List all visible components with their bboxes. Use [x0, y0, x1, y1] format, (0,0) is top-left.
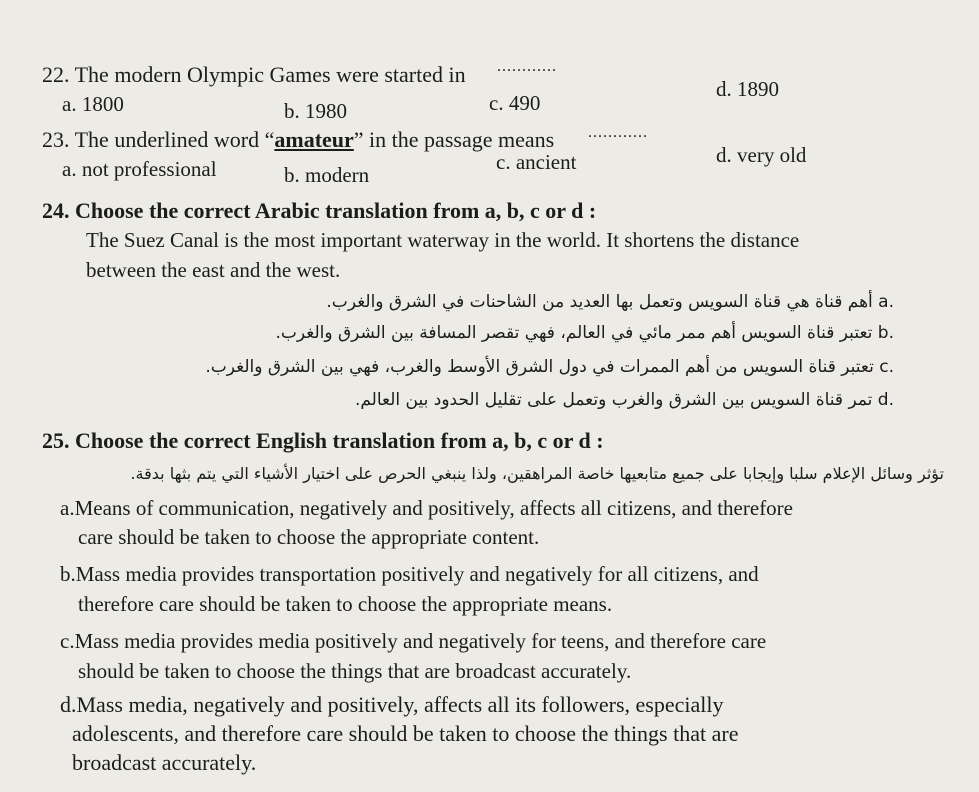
- option-letter: a.: [62, 92, 77, 116]
- q25-option-b[interactable]: [60, 562, 920, 617]
- q22-option-b[interactable]: [284, 99, 347, 124]
- q24-option-d[interactable]: [355, 390, 894, 410]
- option-text: تعتبر قناة السويس من أهم الممرات في دول الشرق الأوسط والغرب، فهي بين الشرق والغرب.: [205, 357, 874, 377]
- option-letter: b.: [284, 163, 300, 187]
- q23-stem-before: The underlined word “: [74, 127, 275, 152]
- q23-option-a[interactable]: [62, 157, 217, 182]
- q25-heading: 25. Choose the correct English translation from a, b, c or d :: [42, 428, 604, 453]
- q24-passage-line-2: between the east and the west.: [86, 258, 341, 282]
- option-line: adolescents, and therefore care should be taken to choose the things that are: [72, 721, 739, 746]
- q24-option-b[interactable]: [275, 323, 894, 343]
- option-letter: d.: [716, 77, 732, 101]
- q22-option-c[interactable]: [489, 91, 540, 116]
- option-text: أهم قناة هي قناة السويس وتعمل بها العديد من الشاحنات في الشرق والغرب.: [326, 292, 873, 312]
- option-text: 490: [508, 91, 541, 115]
- q23-blank: ............: [588, 124, 648, 141]
- option-text: تمر قناة السويس بين الشرق والغرب وتعمل على تقليل الحدود بين العالم.: [354, 390, 873, 410]
- option-letter: .d: [877, 390, 894, 410]
- option-letter: .b: [877, 323, 894, 343]
- option-line: care should be taken to choose the appropriate content.: [78, 525, 540, 549]
- option-text: 1980: [305, 99, 347, 123]
- q22-option-a[interactable]: [62, 92, 124, 117]
- q22-stem-text: The modern Olympic Games were started in: [74, 62, 466, 87]
- option-letter: d.: [60, 692, 77, 717]
- q25-option-a[interactable]: [60, 496, 920, 550]
- option-letter: .c: [879, 357, 894, 377]
- q22-stem: [42, 62, 466, 88]
- option-letter: c.: [60, 629, 75, 653]
- option-letter: b.: [284, 99, 300, 123]
- option-text: 1800: [81, 92, 124, 116]
- option-line: should be taken to choose the things that are broadcast accurately.: [78, 659, 632, 683]
- q23-option-b[interactable]: [284, 163, 369, 188]
- option-text: very old: [737, 143, 807, 167]
- q25-option-d[interactable]: [60, 692, 920, 776]
- option-letter: a.: [60, 496, 75, 520]
- q24-passage-line-1: The Suez Canal is the most important waterway in the world. It shortens the distance: [86, 228, 800, 252]
- q24-option-a[interactable]: [326, 292, 894, 312]
- option-letter: a.: [62, 157, 77, 181]
- option-text: modern: [305, 163, 370, 187]
- option-line: therefore care should be taken to choose the appropriate means.: [78, 592, 613, 616]
- q25-arabic-sentence: تؤثر وسائل الإعلام سلبا وإيجابا على جميع متابعيها خاصة المراهقين، ولذا ينبغي الحرص على اختيار الأشياء التي يتم بثها بدقة.: [130, 464, 944, 483]
- q25-option-c[interactable]: [60, 629, 920, 684]
- q24-heading: 24. Choose the correct Arabic translation from a, b, c or d :: [42, 198, 597, 223]
- q23-number: 23.: [42, 127, 70, 152]
- q22-option-d[interactable]: [716, 77, 779, 102]
- option-line: Mass media provides transportation positively and negatively for all citizens, and: [75, 562, 759, 586]
- option-text: 1890: [737, 77, 779, 101]
- option-letter: c.: [489, 91, 504, 115]
- option-letter: b.: [60, 562, 76, 586]
- q23-option-c[interactable]: [496, 150, 576, 175]
- option-text: تعتبر قناة السويس أهم ممر مائي في العالم، فهي تقصر المسافة بين الشرق والغرب.: [275, 323, 873, 343]
- option-letter: d.: [716, 143, 732, 167]
- option-line: broadcast accurately.: [72, 750, 257, 775]
- q23-underlined-word: amateur: [274, 127, 354, 152]
- q23-stem: [42, 127, 554, 153]
- option-letter: c.: [496, 150, 511, 174]
- option-line: Mass media provides media positively and negatively for teens, and therefore care: [74, 629, 767, 653]
- option-text: ancient: [515, 150, 577, 174]
- option-line: Means of communication, negatively and positively, affects all citizens, and therefore: [74, 496, 793, 520]
- option-text: not professional: [81, 157, 217, 181]
- q23-stem-after: ” in the passage means: [353, 127, 555, 152]
- option-line: Mass media, negatively and positively, affects all its followers, especially: [76, 692, 724, 717]
- q24-option-c[interactable]: [205, 357, 894, 377]
- q23-option-d[interactable]: [716, 143, 806, 168]
- option-letter: .a: [878, 292, 894, 312]
- q22-blank: ............: [497, 58, 557, 75]
- q22-number: 22.: [42, 62, 70, 87]
